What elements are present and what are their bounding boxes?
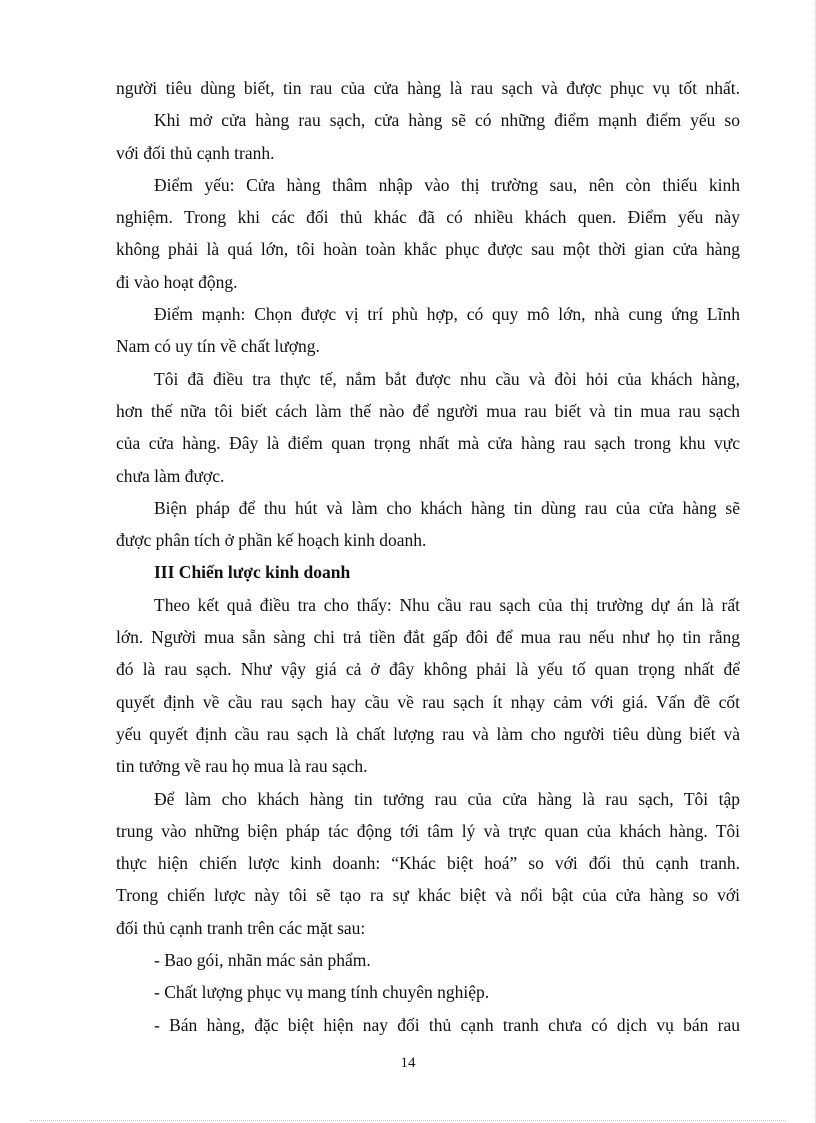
text-line: Điểm yếu: Cửa hàng thâm nhập vào thị trường sau, nên còn thiếu kinh [154,174,740,195]
text-line: người tiêu dùng biết, tin rau của cửa hàng là rau sạch và được phục vụ tốt nhất. [116,78,740,98]
text-line: đó là rau sạch. Như vậy giá cả ở đây không phải là yếu tố quan trọng nhất để [116,659,740,680]
text-line: của cửa hàng. Đây là điểm quan trọng nhất mà cửa hàng rau sạch trong khu vực [116,433,740,454]
text-line: quyết định về cầu rau sạch hay cầu về rau sạch ít nhạy cảm với giá. Vấn đề cốt [116,691,740,712]
text-line: tin tưởng về rau họ mua là rau sạch. [116,756,368,777]
text-line: với đối thủ cạnh tranh. [116,142,275,163]
text-line: Theo kết quả điều tra cho thấy: Nhu cầu rau sạch của thị trường dự án là rất [154,594,740,615]
text-line: đi vào hoạt động. [116,271,238,292]
list-item: - Chất lượng phục vụ mang tính chuyên nghiệp. [154,982,490,1003]
text-line: được phân tích ở phần kế hoạch kinh doanh. [116,530,427,551]
text-line: thực hiện chiến lược kinh doanh: “Khác biệt hoá” so với đối thủ cạnh tranh. [116,853,740,874]
text-line: chưa làm được. [116,465,225,486]
text-line: trung vào những biện pháp tác động tới tâm lý và trực quan của khách hàng. Tôi [116,820,740,841]
page-number: 14 [400,1055,416,1071]
list-item: - Bao gói, nhãn mác sản phẩm. [154,950,371,971]
list-item: - Bán hàng, đặc biệt hiện nay đối thủ cạnh tranh chưa có dịch vụ bán rau [154,1014,740,1035]
text-line: Nam có uy tín về chất lượng. [116,336,320,357]
footer-divider [30,1120,786,1121]
text-line: Tôi đã điều tra thực tế, nắm bắt được nhu cầu và đòi hỏi của khách hàng, [154,368,740,389]
text-line: lớn. Người mua sẵn sàng chi trả tiền đắt gấp đôi để mua rau nếu như họ tin rằng [116,627,740,648]
text-line: Điểm mạnh: Chọn được vị trí phù hợp, có quy mô lớn, nhà cung ứng Lĩnh [154,304,740,325]
text-line: Biện pháp để thu hút và làm cho khách hàng tin dùng rau của cửa hàng sẽ [154,497,740,518]
text-line: Khi mở cửa hàng rau sạch, cửa hàng sẽ có những điểm mạnh điểm yếu so [154,110,740,131]
text-line: nghiệm. Trong khi các đối thủ khác đã có nhiều khách quen. Điểm yếu này [116,207,740,228]
text-line: Để làm cho khách hàng tin tưởng rau của cửa hàng là rau sạch, Tôi tập [154,788,740,809]
text-line: yếu quyết định cầu rau sạch là chất lượng rau và làm cho người tiêu dùng biết và [116,723,740,744]
text-line: Trong chiến lược này tôi sẽ tạo ra sự khác biệt và nổi bật của cửa hàng so với [116,885,740,906]
text-line: đối thủ cạnh tranh trên các mặt sau: [116,917,366,938]
section-heading: III Chiến lược kinh doanh [154,562,351,583]
body-text [116,72,740,1041]
text-line: không phải là quá lớn, tôi hoàn toàn khắc phục được sau một thời gian cửa hàng [116,239,740,260]
text-line: hơn thế nữa tôi biết cách làm thế nào để người mua rau biết và tin mua rau sạch [116,400,740,421]
